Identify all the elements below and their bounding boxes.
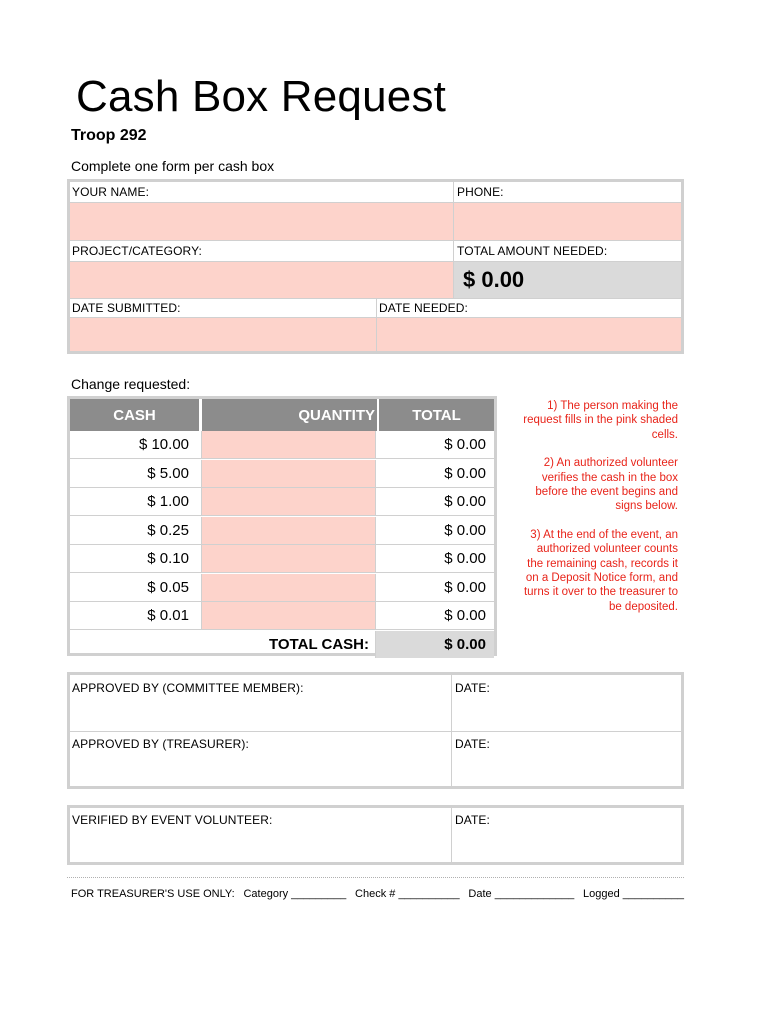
volunteer-date-label: DATE: — [455, 813, 490, 827]
row-total: $ 0.00 — [376, 488, 494, 516]
phone-label-cell — [454, 182, 681, 203]
row-total: $ 0.00 — [376, 460, 494, 488]
cash-denomination: $ 0.05 — [70, 574, 202, 602]
form-instruction: Complete one form per cash box — [71, 158, 275, 174]
row-total: $ 0.00 — [376, 431, 494, 459]
footer-logged: Logged __________ — [583, 888, 684, 900]
cash-column-header: CASH — [70, 399, 199, 431]
treasurer-use-label: FOR TREASURER'S USE ONLY: — [71, 888, 235, 900]
volunteer-date-field[interactable] — [452, 808, 681, 862]
total-amount-needed-label: TOTAL AMOUNT NEEDED: — [457, 244, 608, 258]
your-name-input[interactable] — [70, 203, 454, 241]
date-needed-label-cell — [377, 299, 681, 318]
date-needed-label: DATE NEEDED: — [379, 301, 468, 315]
quantity-input[interactable] — [202, 460, 376, 488]
treasurer-date-field[interactable] — [452, 732, 681, 786]
quantity-input[interactable] — [202, 602, 376, 630]
treasurer-signature-field[interactable] — [70, 732, 451, 786]
cash-denomination: $ 0.10 — [70, 545, 202, 573]
approved-by-committee-label: APPROVED BY (COMMITTEE MEMBER): — [72, 681, 304, 695]
form-title: Cash Box Request — [76, 72, 447, 121]
troop-name: Troop 292 — [71, 127, 147, 144]
cash-denomination: $ 0.01 — [70, 602, 202, 630]
footer-date: Date _____________ — [468, 888, 575, 900]
instructions-notes — [520, 399, 678, 628]
date-submitted-label-cell — [70, 299, 377, 318]
phone-label: PHONE: — [457, 185, 504, 199]
note-1: 1) The person making the request fills in the pink shaded cells. — [523, 400, 678, 441]
quantity-input[interactable] — [202, 431, 376, 459]
committee-signature-field[interactable] — [70, 675, 451, 731]
project-label-cell — [70, 241, 454, 262]
total-amount-needed-value: $ 0.00 — [463, 267, 525, 292]
total-cash-label: TOTAL CASH: — [70, 631, 376, 658]
requester-info-grid — [67, 179, 684, 354]
quantity-input[interactable] — [202, 488, 376, 516]
approvals-box — [67, 672, 684, 789]
volunteer-verification-box — [67, 805, 684, 865]
quantity-column-header: QUANTITY — [202, 399, 377, 431]
quantity-input[interactable] — [202, 574, 376, 602]
total-amount-needed-cell — [454, 262, 681, 299]
approved-by-treasurer-label: APPROVED BY (TREASURER): — [72, 737, 249, 751]
date-needed-input[interactable] — [377, 318, 681, 351]
row-total: $ 0.00 — [376, 574, 494, 602]
note-2: 2) An authorized volunteer verifies the cash in the box before the event begins and signs below. — [535, 457, 678, 513]
row-total: $ 0.00 — [376, 545, 494, 573]
quantity-input[interactable] — [202, 545, 376, 573]
footer-check-number: Check # __________ — [355, 888, 460, 900]
cash-denomination: $ 0.25 — [70, 517, 202, 545]
verified-by-volunteer-label: VERIFIED BY EVENT VOLUNTEER: — [72, 813, 273, 827]
note-3: 3) At the end of the event, an authorized volunteer counts the remaining cash, records it on a Deposit Notice form, and turns it over to the treasurer to be deposited. — [523, 528, 678, 613]
change-table — [67, 396, 497, 656]
project-category-input[interactable] — [70, 262, 454, 299]
cash-denomination: $ 10.00 — [70, 431, 202, 459]
cash-denomination: $ 1.00 — [70, 488, 202, 516]
footer-category: Category _________ — [243, 888, 347, 900]
your-name-label: YOUR NAME: — [72, 185, 150, 199]
row-total: $ 0.00 — [376, 602, 494, 630]
change-requested-label: Change requested: — [71, 376, 191, 392]
cash-denomination: $ 5.00 — [70, 460, 202, 488]
committee-date-label: DATE: — [455, 681, 490, 695]
date-submitted-input[interactable] — [70, 318, 377, 351]
total-cash-value: $ 0.00 — [376, 631, 494, 658]
treasurer-use-footer — [71, 888, 684, 900]
project-category-label: PROJECT/CATEGORY: — [72, 244, 202, 258]
your-name-label-cell — [70, 182, 454, 203]
quantity-input[interactable] — [202, 517, 376, 545]
total-column-header: TOTAL — [379, 399, 494, 431]
committee-date-field[interactable] — [452, 675, 681, 731]
treasurer-date-label: DATE: — [455, 737, 490, 751]
date-submitted-label: DATE SUBMITTED: — [72, 301, 181, 315]
total-needed-label-cell — [454, 241, 681, 262]
volunteer-signature-field[interactable] — [70, 808, 451, 862]
phone-input[interactable] — [454, 203, 681, 241]
footer-divider — [67, 877, 684, 878]
row-total: $ 0.00 — [376, 517, 494, 545]
